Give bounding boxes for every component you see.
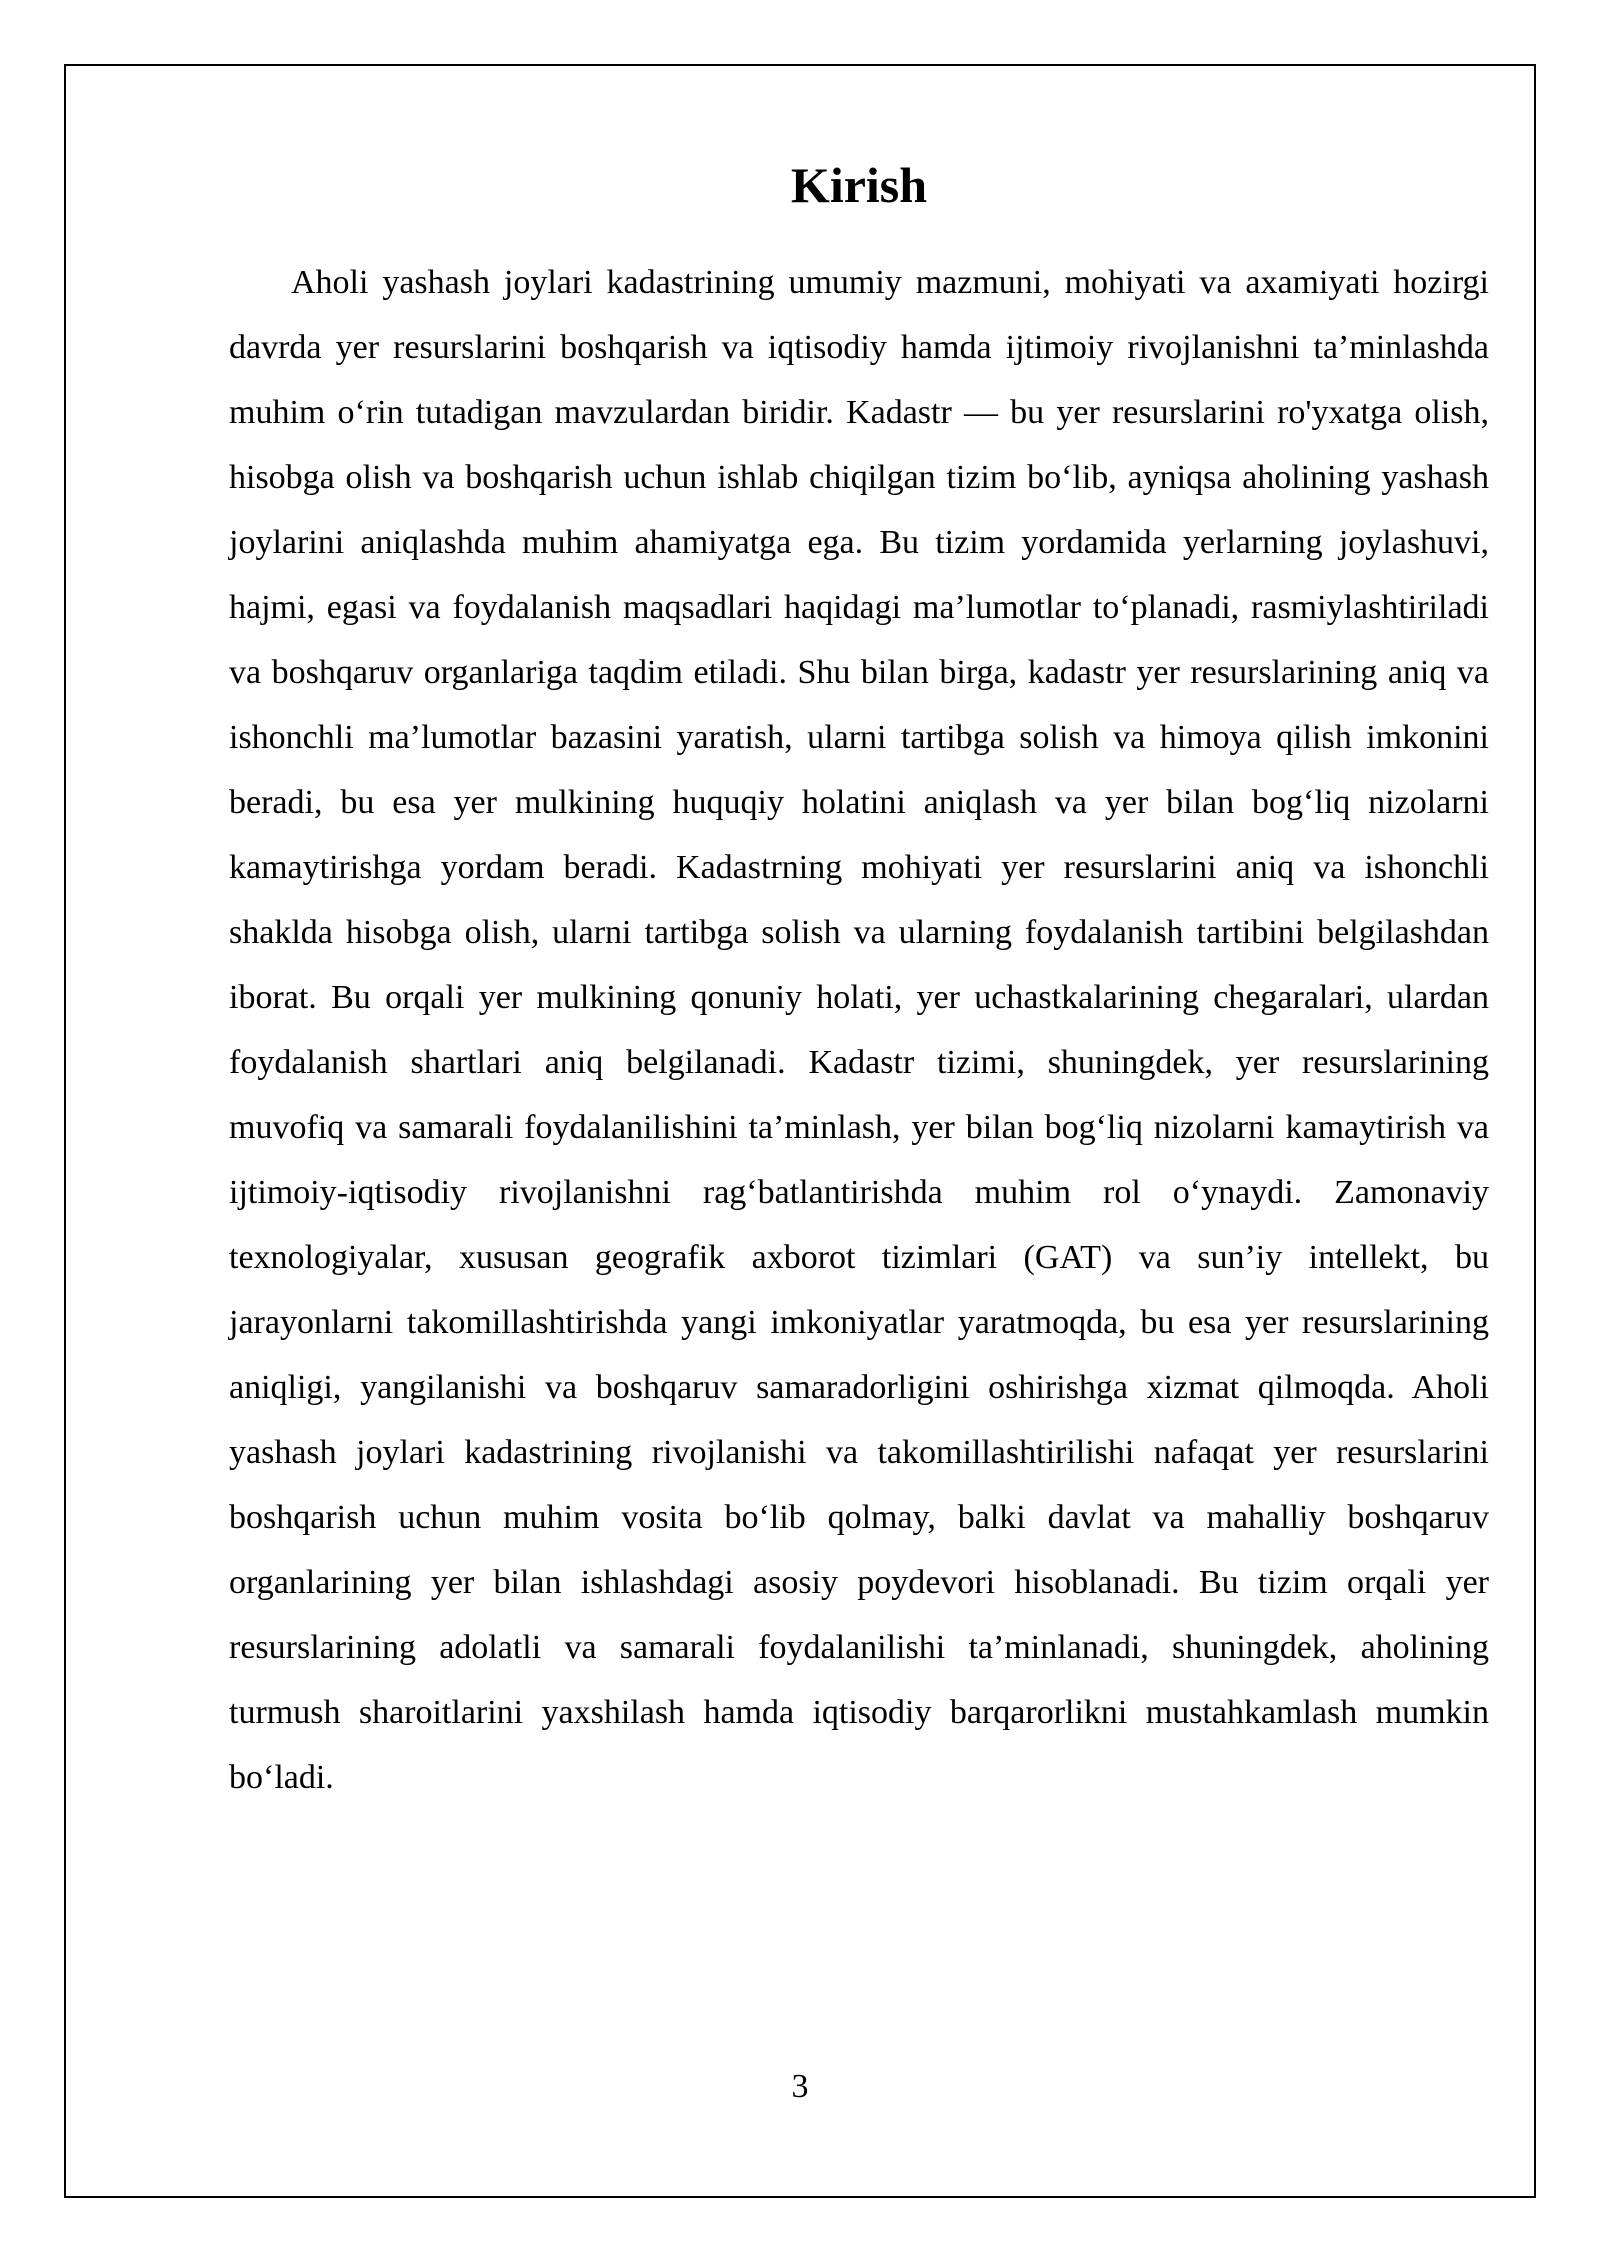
page-title: Kirish: [790, 157, 928, 213]
page-content: [229, 150, 1489, 1810]
body-paragraph: Aholi yashash joylari kadastrining umumiy mazmuni, mohiyati va axamiyati hozirgi davrda yer resurslarini boshqarish va iqtisodiy hamda ijtimoiy rivojlanishni ta’minlashda muhim oʻrin tutadigan mavzulardan biridir. Kadastr — bu yer resurslarini ro'yxatga olish, hisobga olish va boshqarish uchun ishlab chiqilgan tizim boʻlib, ayniqsa aholining yashash joylarini aniqlashda muhim ahamiyatga ega. Bu tizim yordamida yerlarning joylashuvi, hajmi, egasi va foydalanish maqsadlari haqidagi ma’lumotlar toʻplanadi, rasmiylashtiriladi va boshqaruv organlariga taqdim etiladi. Shu bilan birga, kadastr yer resurslarining aniq va ishonchli ma’lumotlar bazasini yaratish, ularni tartibga solish va himoya qilish imkonini beradi, bu esa yer mulkining huquqiy holatini aniqlash va yer bilan bogʻliq nizolarni kamaytirishga yordam beradi. Kadastrning mohiyati yer resurslarini aniq va ishonchli shaklda hisobga olish, ularni tartibga solish va ularning foydalanish tartibini belgilashdan iborat. Bu orqali yer mulkining qonuniy holati, yer uchastkalarining chegaralari, ulardan foydalanish shartlari aniq belgilanadi. Kadastr tizimi, shuningdek, yer resurslarining muvofiq va samarali foydalanilishini ta’minlash, yer bilan bogʻliq nizolarni kamaytirish va ijtimoiy-iqtisodiy rivojlanishni ragʻbatlantirishda muhim rol oʻynaydi. Zamonaviy texnologiyalar, xususan geografik axborot tizimlari (GAT) va sun’iy intellekt, bu jarayonlarni takomillashtirishda yangi imkoniyatlar yaratmoqda, bu esa yer resurslarining aniqligi, yangilanishi va boshqaruv samaradorligini oshirishga xizmat qilmoqda. Aholi yashash joylari kadastrining rivojlanishi va takomillashtirilishi nafaqat yer resurslarini boshqarish uchun muhim vosita boʻlib qolmay, balki davlat va mahalliy boshqaruv organlarining yer bilan ishlashdagi asosiy poydevori hisoblanadi. Bu tizim orqali yer resurslarining adolatli va samarali foydalanilishi ta’minlanadi, shuningdek, aholining turmush sharoitlarini yaxshilash hamda iqtisodiy barqarorlikni mustahkamlash mumkin boʻladi.: [229, 264, 1489, 1796]
page-number: 3: [791, 2068, 809, 2105]
